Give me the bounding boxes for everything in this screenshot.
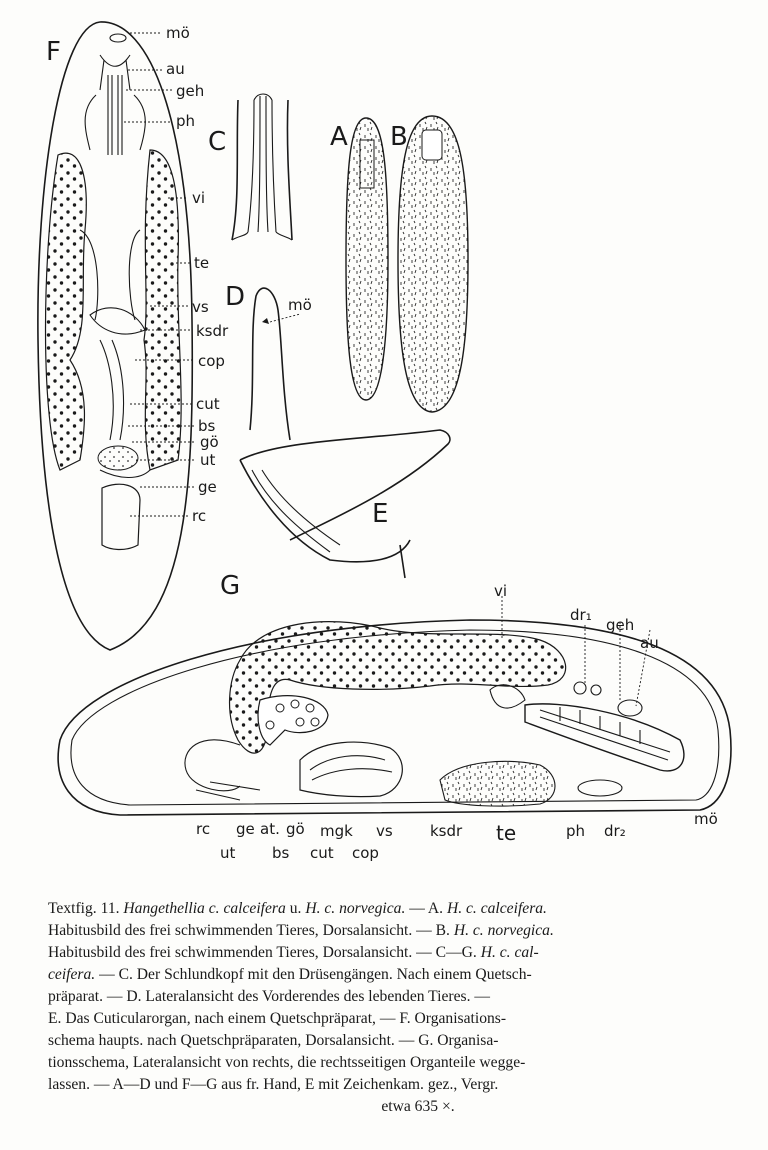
caption-line-9: lassen. — A—D und F—G aus fr. Hand, E mit Zeichenkam. gez., Vergr.	[48, 1076, 499, 1093]
g-bottom-label-2: at.	[260, 820, 280, 838]
caption-line-7: schema haupts. nach Quetschpräparaten, Dorsalansicht. — G. Organisa-	[48, 1032, 499, 1049]
f-label-2: geh	[176, 82, 205, 100]
g-top-label-0: vi	[494, 582, 508, 600]
g-bottom-label-9: dr₂	[604, 822, 626, 840]
g-bottom-label2-2: cut	[310, 844, 334, 862]
g-bottom-label-0: rc	[196, 820, 211, 838]
panel-e	[240, 430, 450, 578]
panel-a	[330, 118, 388, 400]
panel-c	[208, 94, 292, 240]
f-label-7: ksdr	[196, 322, 229, 340]
f-label-13: ge	[198, 478, 217, 496]
caption-line-3: Habitusbild des frei schwimmenden Tieres, Dorsalansicht. — C—G. H. c. cal-	[48, 944, 539, 961]
figure-caption	[48, 898, 748, 1118]
g-bottom-label-10: mö	[694, 810, 718, 828]
f-label-0: mö	[166, 24, 190, 42]
f-label-10: bs	[198, 417, 216, 435]
g-bottom-label-6: ksdr	[430, 822, 463, 840]
caption-line-8: tionsschema, Lateralansicht von rechts, die rechtsseitigen Organteile wegge-	[48, 1054, 526, 1071]
caption-line-1: Textfig. 11. Hangethellia c. calceifera u. H. c. norvegica. — A. H. c. calceifera.	[48, 900, 547, 917]
g-top-label-3: au	[640, 634, 659, 652]
caption-line-5: präparat. — D. Lateralansicht des Vorderendes des lebenden Tieres. —	[48, 988, 490, 1005]
g-bottom-label2-1: bs	[272, 844, 290, 862]
caption-line-6: E. Das Cuticularorgan, nach einem Quetschpräparat, — F. Organisations-	[48, 1010, 507, 1027]
g-bottom-label2-3: cop	[352, 844, 379, 862]
f-label-1: au	[166, 60, 185, 78]
f-label-8: cop	[198, 352, 225, 370]
f-label-14: rc	[192, 507, 207, 525]
d-label-mo: mö	[288, 296, 312, 314]
g-top-label-2: geh	[606, 616, 635, 634]
g-bottom-label-8: ph	[566, 822, 586, 840]
caption-line-2: Habitusbild des frei schwimmenden Tieres, Dorsalansicht. — B. H. c. norvegica.	[48, 922, 554, 939]
panel-g-bottom-labels	[196, 810, 718, 862]
g-bottom-label-3: gö	[286, 820, 305, 838]
panel-f	[38, 22, 229, 650]
caption-line-4: ceifera. — C. Der Schlundkopf mit den Drüsengängen. Nach einem Quetsch-	[48, 966, 532, 983]
g-bottom-label2-0: ut	[220, 844, 236, 862]
panel-letter-b: B	[390, 122, 408, 152]
panel-letter-a: A	[330, 122, 348, 152]
g-bottom-label-5: vs	[376, 822, 393, 840]
panel-d	[225, 282, 312, 440]
f-label-6: vs	[192, 298, 209, 316]
f-label-4: vi	[192, 189, 206, 207]
f-label-5: te	[194, 254, 210, 272]
f-label-3: ph	[176, 112, 196, 130]
g-bottom-label-1: ge	[236, 820, 255, 838]
panel-letter-e: E	[372, 499, 389, 529]
f-label-12: ut	[200, 451, 216, 469]
panel-b	[390, 116, 468, 412]
panel-letter-f: F	[46, 37, 61, 67]
panel-letter-d: D	[225, 282, 246, 312]
f-label-11: gö	[200, 433, 219, 451]
caption-line-10: etwa 635 ×.	[381, 1098, 455, 1115]
g-top-label-1: dr₁	[570, 606, 592, 624]
panel-g	[58, 571, 731, 862]
g-bottom-label-7: te	[496, 821, 517, 845]
panel-letter-g: G	[220, 571, 241, 601]
g-bottom-label-4: mgk	[320, 822, 353, 840]
f-label-9: cut	[196, 395, 220, 413]
panel-letter-c: C	[208, 127, 227, 157]
